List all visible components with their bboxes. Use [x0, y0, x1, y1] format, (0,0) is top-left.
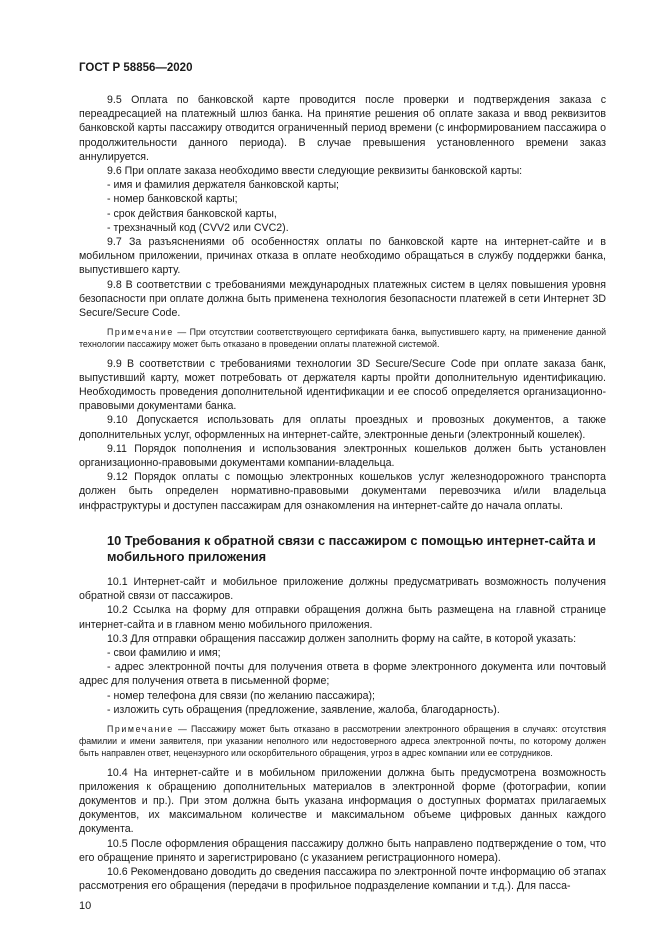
paragraph: 9.10 Допускается использовать для оплаты проездных и провозных документов, а также дополнительных услуг, оформленных на интернет-сайте, электронные деньги (электронный кошелек). — [79, 414, 606, 441]
list-item: - номер банковской карты; — [107, 193, 238, 206]
note-text: — При отсутствии соответствующего сертификата банка, выпустившего карту, на применение данной технологии пассажиру может быть отказано в проведении оплаты платежной системой. — [79, 327, 606, 350]
paragraph: 10.1 Интернет-сайт и мобильное приложение должны предусматривать возможность получения обратной связи от пассажиров. — [79, 575, 606, 603]
list-item: - изложить суть обращения (предложение, заявление, жалоба, благодарность). — [107, 703, 500, 716]
paragraph: 10.4 На интернет-сайте и в мобильном приложении должна быть предусмотрена возможность приложения к обращению дополнительных материалов в электронной форме (фотографии, копии документов и пр.). При этом должна быть указана информация о доступных форматах прилагаемых документов, их максимальном количестве и максимальном объеме цифровых данных каждого документа. — [79, 766, 606, 836]
paragraph: 10.6 Рекомендовано доводить до сведения пассажира по электронной почте информацию об этапах рассмотрения его обращения (передачи в профильное подразделение компании и т.д.). Для пасса- — [79, 865, 606, 893]
paragraph: 9.8 В соответствии с требованиями международных платежных систем в целях повышения уровня безопасности при оплате должна быть применена технология безопасности платежей в сети Интернет 3D Secure/Secure Code. — [79, 278, 606, 320]
list-item: - свои фамилию и имя; — [107, 646, 221, 659]
note-label: Примечание — [107, 327, 174, 338]
paragraph: 10.2 Ссылка на форму для отправки обращения должна быть размещена на главной странице интернет-сайта и в главном меню мобильного приложения. — [79, 604, 606, 631]
list-item: - срок действия банковской карты, — [107, 207, 277, 220]
list-item: - имя и фамилия держателя банковской карты; — [107, 179, 339, 192]
note-paragraph — [79, 326, 606, 350]
paragraph: 9.7 За разъяснениями об особенностях оплаты по банковской карте на интернет-сайте и в мобильном приложении, причинах отказа в оплате необходимо обращаться в службу поддержки банка, выпустившего карту. — [79, 236, 606, 277]
document-header: ГОСТ Р 58856—2020 — [79, 62, 193, 74]
section-heading: 10 Требования к обратной связи с пассажиром с помощью интернет-сайта и мобильного приложения — [107, 532, 596, 564]
note-text: — Пассажиру может быть отказано в рассмотрении электронного обращения в случаях: отсутствия фамилии и имени заявителя, при указании неполного или недостоверного адреса электронной почты, по которому должен быть направлен ответ, нецензурного или оскорбительного обращения, угроз в адрес компании или ее сотрудников. — [79, 723, 606, 759]
list-item: - адрес электронной почты для получения ответа в форме электронного документа или почтовый адрес для получения ответа в письменной форме; — [79, 661, 606, 688]
note-label: Примечание — [107, 723, 174, 734]
page-number: 10 — [79, 900, 92, 912]
paragraph: 10.5 После оформления обращения пассажиру должно быть направлено подтверждение о том, что его обращение принято и зарегистрировано (с указанием регистрационного номера). — [79, 837, 606, 864]
paragraph: 10.3 Для отправки обращения пассажир должен заполнить форму на сайте, в которой указать: — [107, 632, 577, 645]
paragraph: 9.9 В соответствии с требованиями технологии 3D Secure/Secure Code при оплате заказа банк, выпустивший карту, может потребовать от держателя карты пройти дополнительную идентификацию. Необходимость проведения дополнительной идентификации и ее способ определяется организационно-правовыми документами банка. — [79, 357, 606, 413]
paragraph: 9.5 Оплата по банковской карте проводится после проверки и подтверждения заказа с переадресацией на платежный шлюз банка. На принятие решения об оплате заказа и ввод реквизитов банковской карты пассажиру отводится ограниченный период времени (с информированием пассажира о продолжительности данного периода). В случае превышения установленного времени заказ аннулируется. — [79, 94, 606, 163]
list-item: - номер телефона для связи (по желанию пассажира); — [107, 689, 375, 702]
note-paragraph — [79, 723, 606, 760]
list-item: - трехзначный код (CVV2 или CVC2). — [107, 221, 289, 234]
document-body — [79, 93, 606, 893]
paragraph: 9.12 Порядок оплаты с помощью электронных кошельков услуг железнодорожного транспорта должен быть определен нормативно-правовыми документами перевозчика и/или владельца инфраструктуры и доступен пассажирам для ознакомления на интернет-сайте до начала оплаты. — [79, 471, 606, 512]
paragraph: 9.11 Порядок пополнения и использования электронных кошельков должен быть установлен организационно-правовыми документами компании-владельца. — [79, 442, 606, 470]
paragraph: 9.6 При оплате заказа необходимо ввести следующие реквизиты банковской карты: — [107, 165, 523, 178]
